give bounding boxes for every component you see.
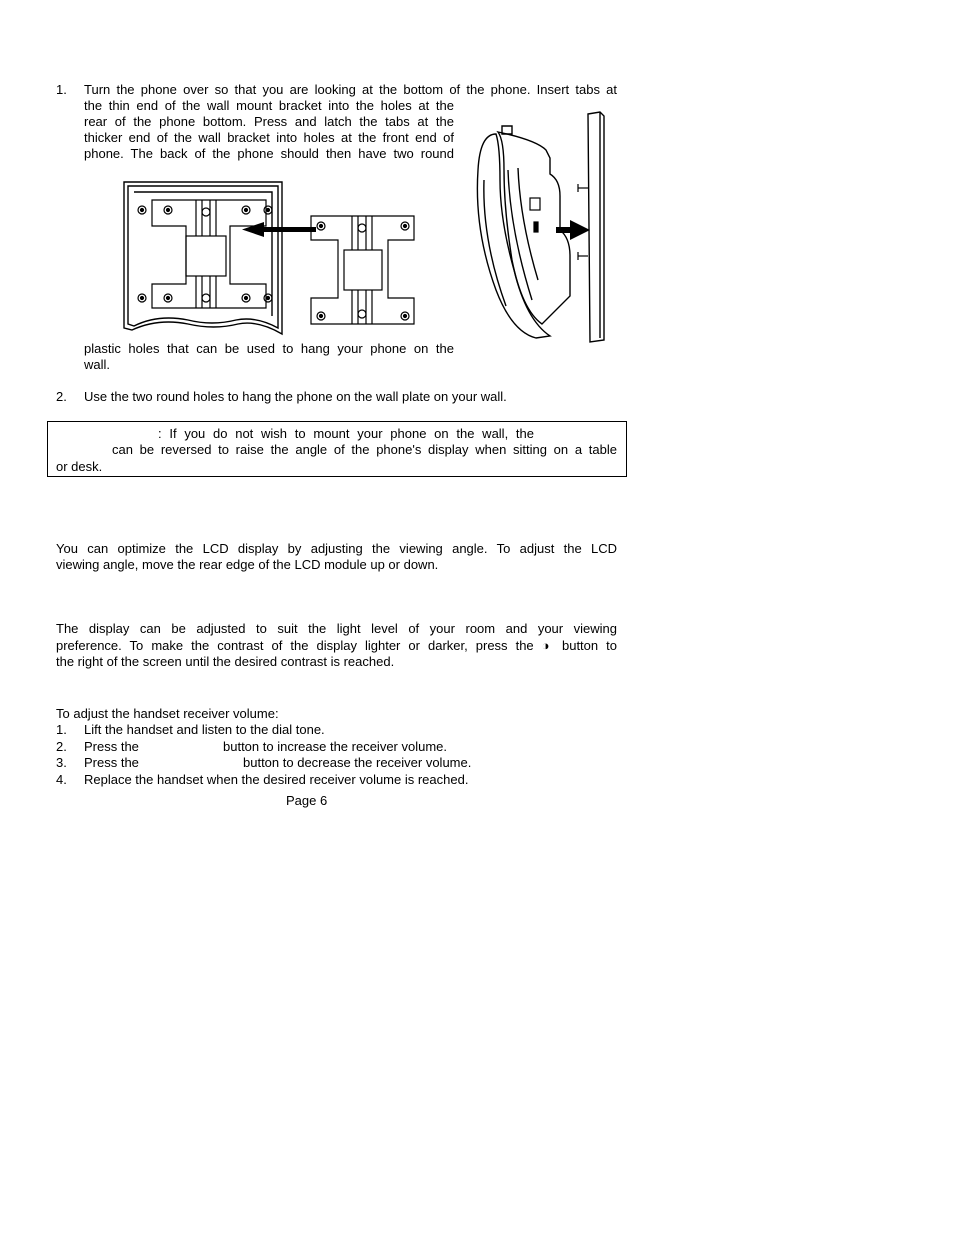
note-line-3: or desk. (56, 459, 103, 474)
volume-step-1-number: 1. (56, 722, 67, 737)
separate-bracket (311, 216, 414, 324)
volume-step-3-text-after: button to decrease the receiver volume. (243, 755, 472, 770)
contrast-line-2: preference. To make the contrast of the display lighter or darker, press the ◑ button to (56, 638, 617, 653)
step-1-line-4: thicker end of the wall bracket into holes at the front end of (84, 130, 454, 145)
volume-step-2-number: 2. (56, 739, 67, 754)
contrast-line-3: the right of the screen until the desired contrast is reached. (56, 654, 395, 669)
step-2-number: 2. (56, 389, 67, 404)
wall-plate (588, 112, 604, 342)
volume-step-4-text: Replace the handset when the desired receiver volume is reached. (84, 772, 469, 787)
volume-step-1-text: Lift the handset and listen to the dial tone. (84, 722, 325, 737)
step-1-line-5: phone. The back of the phone should then have two round (84, 146, 454, 161)
step-1-line-2: the thin end of the wall mount bracket into the holes at the (84, 98, 454, 113)
volume-step-2-text: Press the (84, 739, 139, 754)
volume-step-4-number: 4. (56, 772, 67, 787)
lcd-angle-line-1: You can optimize the LCD display by adjusting the viewing angle. To adjust the LCD (56, 541, 617, 556)
volume-intro: To adjust the handset receiver volume: (56, 706, 279, 721)
mounted-bracket (138, 200, 272, 308)
note-line-2: can be reversed to raise the angle of the phone's display when sitting on a table (112, 442, 617, 457)
page-number: Page 6 (286, 793, 328, 808)
note-line-1: : If you do not wish to mount your phone on the wall, the (158, 426, 534, 441)
volume-step-3-text: Press the (84, 755, 139, 770)
wall-screws (578, 184, 588, 260)
step-1-line-3: rear of the phone bottom. Press and latch the tabs at the (84, 114, 454, 129)
lcd-angle-line-2: viewing angle, move the rear edge of the LCD module up or down. (56, 557, 439, 572)
step-1-line-1: Turn the phone over so that you are looking at the bottom of the phone. Insert tabs at (84, 82, 617, 97)
hang-arrow (556, 220, 590, 240)
bracket-figure (118, 178, 430, 338)
phone-back-details (530, 198, 540, 232)
contrast-line-1: The display can be adjusted to suit the light level of your room and your viewing (56, 621, 617, 636)
side-view-figure (466, 110, 614, 346)
step-2-text: Use the two round holes to hang the phone on the wall plate on your wall. (84, 389, 507, 404)
step-1-line-6: plastic holes that can be used to hang your phone on the (84, 341, 454, 356)
insert-arrow (242, 222, 316, 237)
volume-step-2-text-after: button to increase the receiver volume. (223, 739, 448, 754)
step-1-line-7: wall. (84, 357, 111, 372)
phone-bottom-outline (124, 182, 282, 334)
step-1-number: 1. (56, 82, 67, 97)
volume-step-3-number: 3. (56, 755, 67, 770)
